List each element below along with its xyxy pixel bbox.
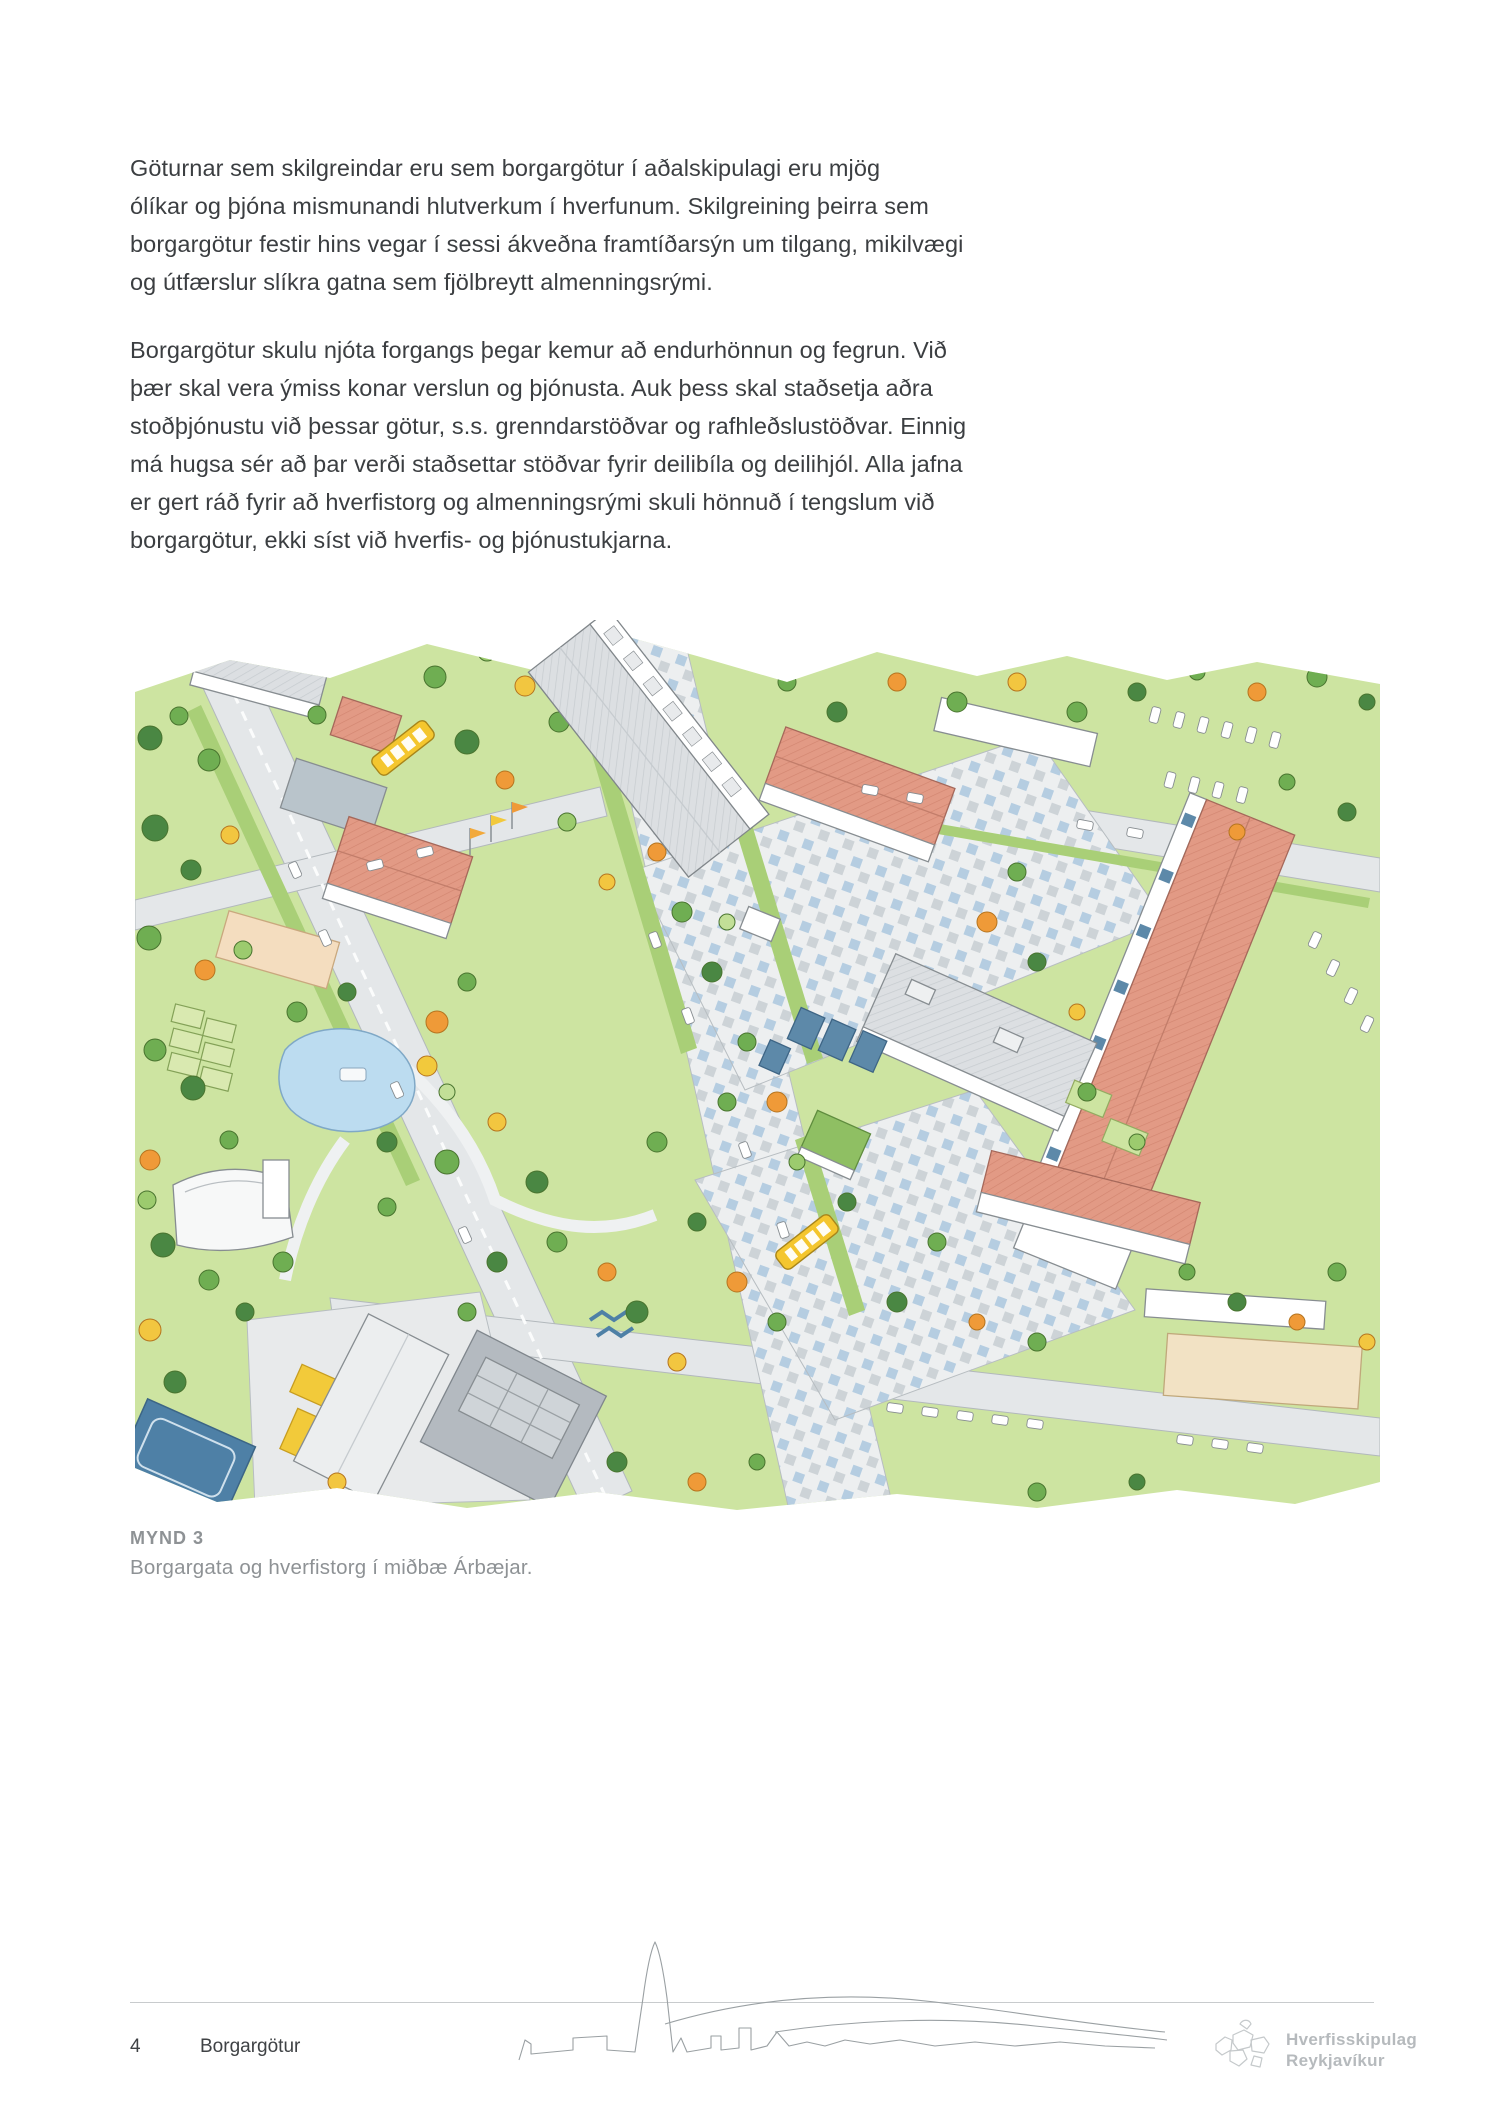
logo-line-2: Reykjavíkur <box>1286 2051 1385 2070</box>
figure-caption <box>130 1528 533 1580</box>
page-number: 4 <box>130 2036 141 2057</box>
text-line: ólíkar og þjóna mismunandi hlutverkum í hverfunum. Skilgreining þeirra sem <box>130 193 929 219</box>
logo-line-1: Hverfisskipulag <box>1286 2030 1418 2049</box>
figure-caption-text: Borgargata og hverfistorg í miðbæ Árbæjar. <box>130 1556 533 1579</box>
text-line: stoðþjónustu við þessar götur, s.s. grenndarstöðvar og rafhleðslustöðvar. Einnig <box>130 413 967 439</box>
hverfisskipulag-logo-icon <box>1210 2018 1274 2078</box>
body-text <box>130 149 966 559</box>
figure-illustration-arbaer-aerial <box>135 620 1380 1515</box>
text-line: borgargötur festir hins vegar í sessi ákveðna framtíðarsýn um tilgang, mikilvægi <box>130 231 964 257</box>
reykjavik-skyline-drawing <box>515 1928 1175 2088</box>
hverfisskipulag-logo-text <box>1286 2029 1417 2071</box>
paragraph-1 <box>130 149 966 301</box>
illustration-ground <box>135 620 1380 1515</box>
text-line: Göturnar sem skilgreindar eru sem borgargötur í aðalskipulagi eru mjög <box>130 155 881 181</box>
text-line: má hugsa sér að þar verði staðsettar stöðvar fyrir deilibíla og deilihjól. Alla jafna <box>130 451 963 477</box>
text-line: og útfærslur slíkra gatna sem fjölbreytt almenningsrými. <box>130 269 713 295</box>
figure-label: MYND 3 <box>130 1528 205 1548</box>
paragraph-2 <box>130 331 966 559</box>
text-line: borgargötur, ekki síst við hverfis- og þjónustukjarna. <box>130 527 673 553</box>
illustration-svg <box>135 620 1380 1515</box>
text-line: Borgargötur skulu njóta forgangs þegar kemur að endurhönnun og fegrun. Við <box>130 337 947 363</box>
footer-section-label: Borgargötur <box>200 2036 301 2057</box>
text-line: þær skal vera ýmiss konar verslun og þjónusta. Auk þess skal staðsetja aðra <box>130 375 933 401</box>
text-line: er gert ráð fyrir að hverfistorg og almenningsrými skuli hönnuð í tengslum við <box>130 489 935 515</box>
